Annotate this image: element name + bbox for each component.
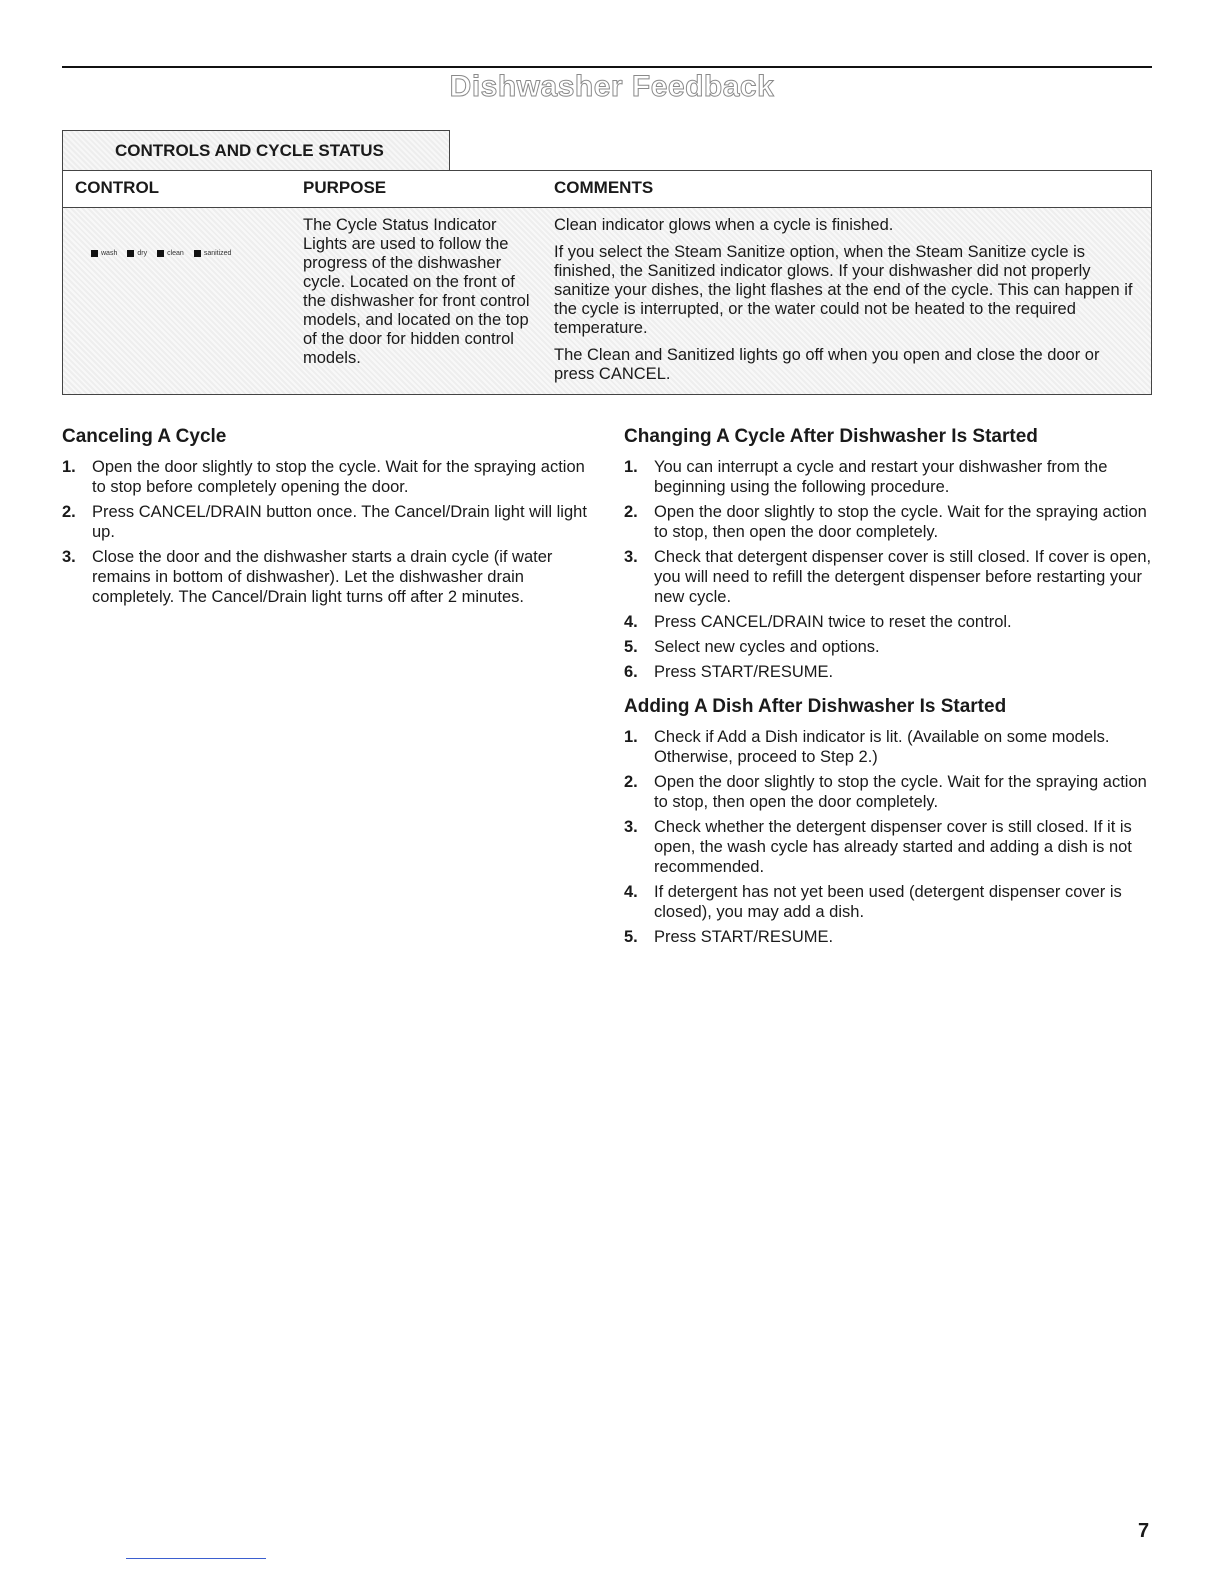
- cycle-status-indicators: [91, 250, 231, 257]
- step-number: 3.: [624, 548, 638, 566]
- indicator-label: sanitized: [203, 250, 232, 257]
- comments-cell: [554, 216, 1139, 392]
- step-number: 5.: [624, 928, 638, 946]
- step-text: If detergent has not yet been used (detergent dispenser cover is closed), you may add a dish.: [654, 883, 1122, 921]
- list-item: [624, 727, 1154, 767]
- step-number: 6.: [624, 663, 638, 681]
- list-item: [624, 612, 1154, 632]
- right-column: [624, 426, 1154, 961]
- indicator-label: wash: [101, 250, 118, 257]
- indicator-dry: [127, 250, 147, 257]
- step-number: 1.: [624, 458, 638, 476]
- step-text: Open the door slightly to stop the cycle. Wait for the spraying action to stop before completely opening the door.: [92, 458, 585, 496]
- list-item: [624, 502, 1154, 542]
- purpose-cell: The Cycle Status Indicator Lights are used to follow the progress of the dishwasher cycle. Located on the front of the dishwasher for front control models, and located on the top of the door for hidden control models.: [303, 216, 530, 367]
- step-text: Press CANCEL/DRAIN twice to reset the control.: [654, 613, 1012, 631]
- indicator-sanitized: [194, 250, 232, 257]
- list-item: [624, 547, 1154, 607]
- step-number: 4.: [624, 883, 638, 901]
- step-text: Check whether the detergent dispenser cover is still closed. If it is open, the wash cycle has already started and adding a dish is not recommended.: [654, 818, 1132, 876]
- controls-table: [62, 170, 1152, 395]
- top-rule: [62, 66, 1152, 68]
- step-number: 3.: [624, 818, 638, 836]
- indicator-light-icon: [127, 250, 134, 257]
- canceling-heading: Canceling A Cycle: [62, 426, 227, 447]
- step-number: 2.: [62, 503, 76, 521]
- table-body-row: [63, 208, 1151, 394]
- step-number: 2.: [624, 503, 638, 521]
- indicator-wash: [91, 250, 117, 257]
- page-title: Dishwasher Feedback: [449, 70, 775, 103]
- list-item: [62, 502, 592, 542]
- list-item: [624, 927, 1154, 947]
- step-text: Select new cycles and options.: [654, 638, 880, 656]
- canceling-steps: [62, 457, 592, 607]
- list-item: [624, 637, 1154, 657]
- changing-heading: Changing A Cycle After Dishwasher Is Started: [624, 426, 1038, 447]
- indicator-label: dry: [137, 250, 148, 257]
- comment-paragraph: The Clean and Sanitized lights go off when you open and close the door or press CANCEL.: [554, 346, 1100, 383]
- comment-paragraph: If you select the Steam Sanitize option, when the Steam Sanitize cycle is finished, the Sanitized indicator glows. If your dishwasher did not properly sanitize your dishes, the light flashes at the end of the cycle. This can happen if the cycle is interrupted, or the water could not be heated to the required temperature.: [554, 243, 1133, 337]
- step-number: 5.: [624, 638, 638, 656]
- list-item: [624, 457, 1154, 497]
- step-number: 4.: [624, 613, 638, 631]
- step-number: 1.: [62, 458, 76, 476]
- list-item: [624, 882, 1154, 922]
- header-purpose: PURPOSE: [303, 178, 387, 197]
- page-number: 7: [1138, 1520, 1150, 1542]
- step-number: 2.: [624, 773, 638, 791]
- footer-line: [126, 1558, 266, 1559]
- table-tab-label: CONTROLS AND CYCLE STATUS: [62, 130, 450, 170]
- table-header-row: [63, 171, 1151, 208]
- list-item: [62, 547, 592, 607]
- list-item: [624, 662, 1154, 682]
- adding-heading: Adding A Dish After Dishwasher Is Started: [624, 696, 1007, 717]
- step-number: 3.: [62, 548, 76, 566]
- step-text: Check that detergent dispenser cover is still closed. If cover is open, you will need to refill the detergent dispenser before restarting your new cycle.: [654, 548, 1152, 606]
- step-text: Open the door slightly to stop the cycle. Wait for the spraying action to stop, then open the door completely.: [654, 773, 1147, 811]
- indicator-clean: [157, 250, 184, 257]
- header-control: CONTROL: [75, 178, 160, 197]
- header-comments: COMMENTS: [554, 178, 654, 197]
- indicator-light-icon: [194, 250, 201, 257]
- indicator-light-icon: [91, 250, 98, 257]
- changing-steps: [624, 457, 1154, 682]
- step-text: Press START/RESUME.: [654, 928, 834, 946]
- left-column: [62, 426, 592, 621]
- step-number: 1.: [624, 728, 638, 746]
- step-text: Press START/RESUME.: [654, 663, 834, 681]
- indicator-light-icon: [157, 250, 164, 257]
- adding-steps: [624, 727, 1154, 947]
- step-text: Close the door and the dishwasher starts a drain cycle (if water remains in bottom of dishwasher). Let the dishwasher drain completely. The Cancel/Drain light turns off after 2 minutes.: [92, 548, 553, 606]
- list-item: [624, 817, 1154, 877]
- list-item: [62, 457, 592, 497]
- step-text: You can interrupt a cycle and restart your dishwasher from the beginning using the following procedure.: [654, 458, 1108, 496]
- list-item: [624, 772, 1154, 812]
- indicator-label: clean: [167, 250, 184, 257]
- comment-paragraph: Clean indicator glows when a cycle is finished.: [554, 216, 894, 234]
- step-text: Press CANCEL/DRAIN button once. The Cancel/Drain light will light up.: [92, 503, 587, 541]
- step-text: Check if Add a Dish indicator is lit. (Available on some models. Otherwise, proceed to Step 2.): [654, 728, 1110, 766]
- step-text: Open the door slightly to stop the cycle. Wait for the spraying action to stop, then open the door completely.: [654, 503, 1147, 541]
